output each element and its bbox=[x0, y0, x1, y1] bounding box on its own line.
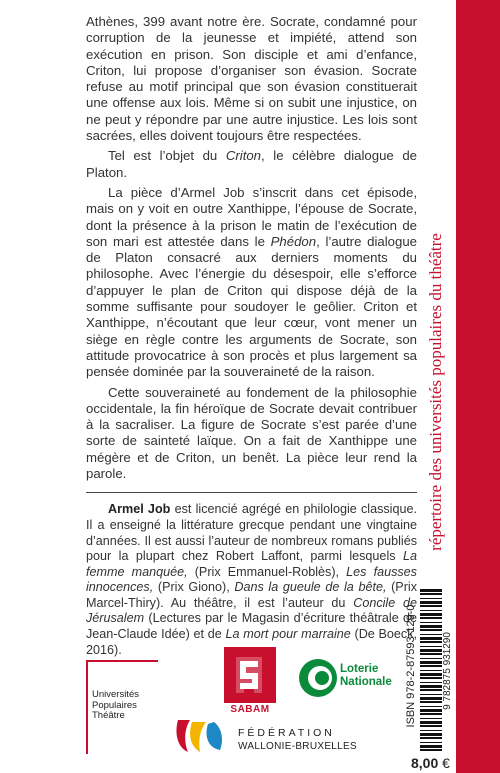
barcode-bar bbox=[420, 641, 442, 643]
barcode-bar bbox=[420, 665, 442, 667]
barcode-bar bbox=[420, 634, 442, 635]
barcode-bar bbox=[420, 685, 442, 688]
barcode-bar bbox=[420, 749, 442, 751]
barcode-digits: 9 782875 931290 bbox=[442, 632, 453, 710]
paragraph-souverainete: Cette souveraineté au fondement de la philosophie occidentale, la fin héroïque de Socrate devait contribuer à la sacraliser. La figure de Socrate s’est parée d’une sorte de sainteté laïque. On a fait de Xanthippe une mégère et de Criton, un benêt. La pièce leur rend la parole. bbox=[86, 384, 417, 482]
sabam-logo bbox=[224, 647, 276, 703]
fwb-line-1: FÉDÉRATION bbox=[238, 727, 335, 739]
loterie-nationale-logo bbox=[298, 658, 338, 698]
barcode-bar bbox=[420, 697, 442, 700]
loterie-line: Nationale bbox=[340, 675, 392, 688]
barcode-bar bbox=[420, 601, 442, 604]
barcode-bar bbox=[420, 593, 442, 595]
barcode-bar bbox=[420, 737, 442, 739]
isbn-block bbox=[404, 575, 454, 757]
federation-wallonie-bruxelles-logo bbox=[172, 712, 228, 758]
barcode-bar bbox=[420, 649, 442, 652]
book-title: Dans la gueule de la bête, bbox=[234, 580, 387, 595]
barcode-bar bbox=[420, 701, 442, 703]
fwb-line-2: WALLONIE-BRUXELLES bbox=[238, 741, 357, 752]
up-line: Théâtre bbox=[92, 710, 125, 721]
up-logo-text bbox=[92, 690, 139, 722]
barcode-bar bbox=[420, 617, 442, 619]
book-title: La mort pour marraine bbox=[225, 627, 351, 642]
author-name: Armel Job bbox=[108, 502, 171, 517]
barcode-bar bbox=[420, 658, 442, 659]
barcode-bar bbox=[420, 694, 442, 695]
book-title: Concile de Jérusalem bbox=[86, 595, 418, 626]
spine-band bbox=[456, 0, 500, 773]
paragraph-criton bbox=[86, 148, 417, 181]
barcode-bar bbox=[420, 718, 442, 719]
barcode-bar bbox=[420, 589, 442, 592]
barcode-bar bbox=[420, 646, 442, 647]
divider bbox=[86, 492, 417, 493]
barcode-bar bbox=[420, 661, 442, 664]
barcode-bar bbox=[420, 605, 442, 607]
text-span: est licencié agrégé en philologie classique. Il a enseigné la littérature grecque pendant une vingtaine d’années. Il est aussi l’auteur de nombreux romans publiés pour la plupart chez Robert Laffont, parmi lesquels bbox=[86, 502, 417, 564]
fwb-label bbox=[238, 727, 357, 753]
spine-title-text: répertoire des universités populaires du théâtre bbox=[426, 233, 445, 551]
book-title: La femme manquée, bbox=[86, 549, 417, 579]
barcode-bar bbox=[420, 706, 442, 707]
barcode-bar bbox=[420, 725, 442, 727]
text-span: (De Boeck, 2016). bbox=[86, 627, 418, 657]
sabam-mark-icon bbox=[224, 647, 276, 703]
up-line: Populaires bbox=[92, 699, 137, 711]
barcode-bar bbox=[420, 613, 442, 616]
barcode-bar bbox=[420, 629, 442, 631]
barcode-bar bbox=[420, 673, 442, 676]
barcode-bar bbox=[420, 742, 442, 743]
paragraph-play bbox=[86, 185, 417, 381]
sabam-label: SABAM bbox=[230, 704, 270, 715]
universites-populaires-theatre-logo bbox=[86, 660, 158, 754]
isbn-text: ISBN 978-2-87593-129-0 bbox=[405, 604, 417, 728]
barcode-bar bbox=[420, 721, 442, 724]
price-currency: € bbox=[442, 755, 450, 771]
barcode-bar bbox=[420, 598, 442, 599]
text-span: Tel est l’objet du bbox=[108, 148, 226, 164]
author-bio bbox=[86, 502, 417, 658]
up-line: Universités bbox=[92, 689, 139, 700]
barcode-bar bbox=[420, 677, 442, 679]
text-span: , l’autre dialogue de Platon consacré aux derniers moments du philosophe. Avec l’énergie du désespoir, elle s’efforce d’appuyer le plan de Criton qui dispose déjà de la somme suffisante pour soudoyer le geôlier. Criton et Xanthippe, n’écoutant que leur cœur, vont mener un siège en règle contre les arguments de Socrate, son attitude provocatrice à son procès et plus largement sa pensée dominée par la souveraineté de la raison. bbox=[86, 233, 417, 380]
barcode-bar bbox=[420, 713, 442, 715]
loterie-label bbox=[340, 663, 392, 688]
barcode-bar bbox=[420, 637, 442, 640]
text-span: (Prix Giono), bbox=[153, 580, 235, 595]
barcode-bar bbox=[420, 709, 442, 712]
price bbox=[411, 755, 450, 771]
barcode bbox=[420, 585, 454, 757]
barcode-bar bbox=[420, 670, 442, 671]
barcode-bar bbox=[420, 682, 442, 683]
price-value: 8,00 bbox=[411, 755, 439, 771]
back-cover-text bbox=[86, 14, 417, 662]
title-criton: Criton bbox=[225, 148, 262, 164]
barcode-bar bbox=[420, 610, 442, 611]
barcode-bar bbox=[420, 625, 442, 628]
text-span: La pièce d’Armel Job s’inscrit dans cet épisode, mais on y voit en outre Xanthippe, l’épouse de Socrate, dont la présence à la prison le matin de l’exécution de son mari est attestée dans le bbox=[86, 184, 417, 249]
book-title: Les fausses innocences, bbox=[86, 564, 417, 595]
text-span: , le célèbre dialogue de Platon. bbox=[86, 148, 418, 180]
barcode-bar bbox=[420, 733, 442, 736]
barcode-bar bbox=[420, 622, 442, 623]
text-span: (Prix Emmanuel-Roblès), bbox=[187, 564, 347, 579]
barcode-bar bbox=[420, 730, 442, 731]
barcode-bar bbox=[420, 689, 442, 691]
loterie-line: Loterie bbox=[340, 663, 379, 675]
text-span: (Lectures par le Magasin d’écriture théâtrale de Jean-Claude Idée) et de bbox=[86, 611, 417, 642]
barcode-bar bbox=[420, 745, 442, 748]
text-span: (Prix Marcel-Thiry). Au théâtre, il est l’auteur du bbox=[86, 580, 417, 610]
paragraph-intro: Athènes, 399 avant notre ère. Socrate, condamné pour corruption de la jeunesse et impiété, attend son exécution en prison. Son disciple et ami d’enfance, Criton, lui propose d’organiser son évasion. Socrate refuse au motif principal que son évasion constituerait une offense aux lois. Même si on subit une injustice, on ne peut y répondre par une autre injustice. Les lois sont sacrées, elles doivent toujours être respectées. bbox=[86, 14, 417, 144]
title-phedon: Phédon bbox=[270, 233, 317, 249]
barcode-bar bbox=[420, 653, 442, 655]
